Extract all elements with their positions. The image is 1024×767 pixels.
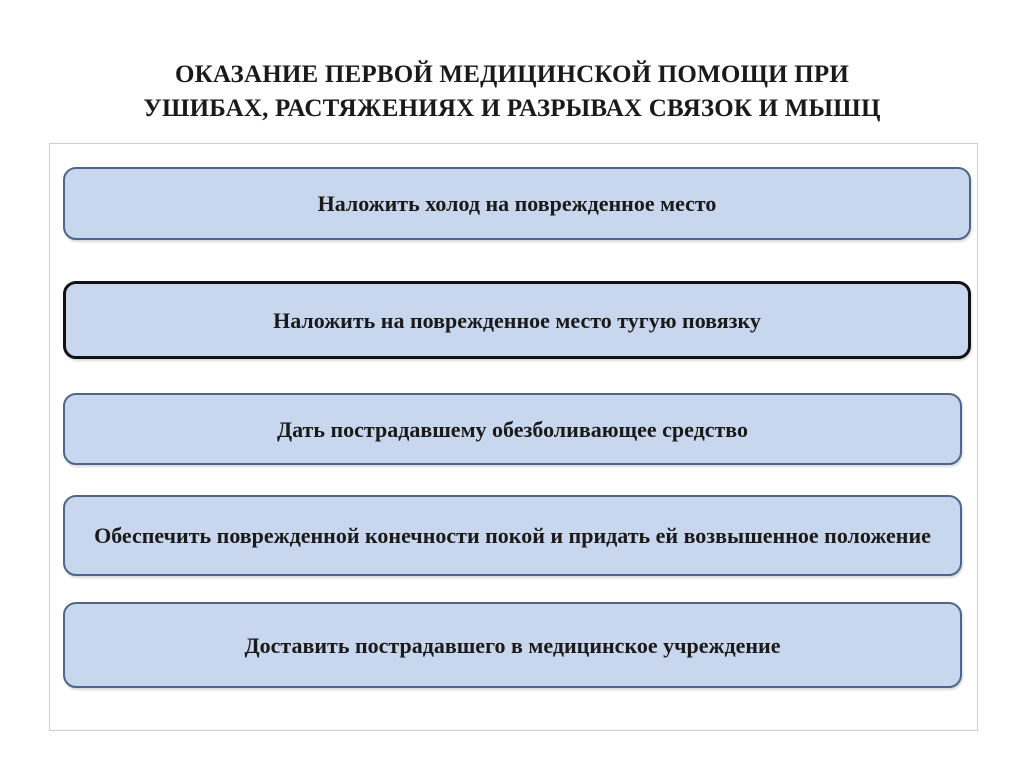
- step-text: Дать пострадавшему обезболивающее средство: [276, 416, 749, 442]
- step-box-rest-elevate[interactable]: [63, 495, 962, 576]
- slide-title-line-1: ОКАЗАНИЕ ПЕРВОЙ МЕДИЦИНСКОЙ ПОМОЩИ ПРИ: [174, 61, 850, 88]
- step-box-transport[interactable]: [63, 602, 962, 688]
- step-text: Доставить пострадавшего в медицинское учреждение: [244, 632, 781, 658]
- step-text: Наложить на поврежденное место тугую повязку: [273, 307, 761, 333]
- step-box-bandage[interactable]: [63, 281, 971, 359]
- step-text: Обеспечить поврежденной конечности покой и придать ей возвышенное положение: [94, 523, 931, 548]
- slide-title-line-2: УШИБАХ, РАСТЯЖЕНИЯХ И РАЗРЫВАХ СВЯЗОК И МЫШЦ: [143, 95, 881, 122]
- step-box-cold[interactable]: [63, 167, 971, 240]
- slide-title: [40, 58, 984, 126]
- step-text: Наложить холод на поврежденное место: [317, 191, 717, 216]
- step-box-painkiller[interactable]: [63, 393, 962, 465]
